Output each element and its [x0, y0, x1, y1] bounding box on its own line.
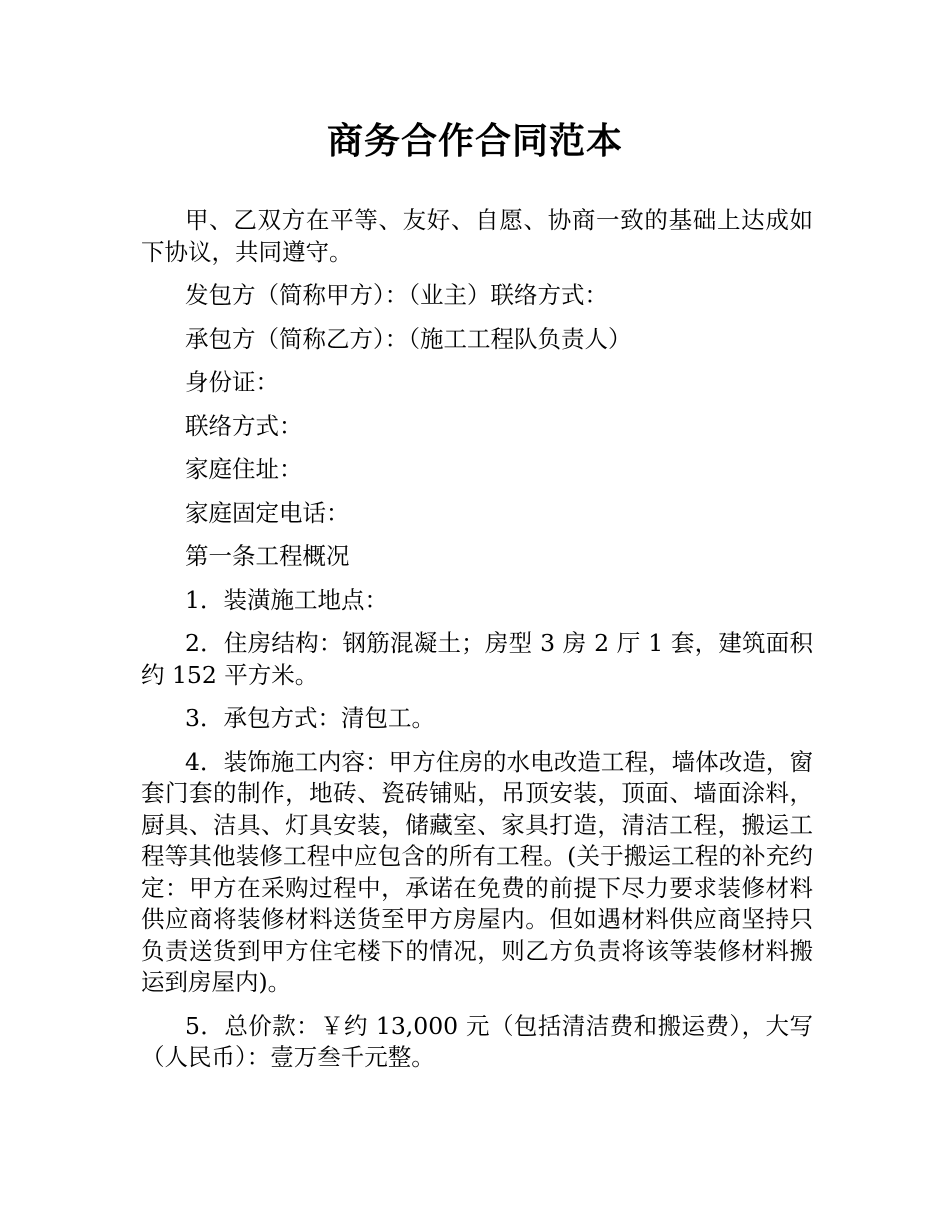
home-address-line: 家庭住址： — [185, 455, 303, 483]
article-one-heading: 第一条工程概况 — [185, 542, 350, 570]
clause-4-scope: 4．装饰施工内容：甲方住房的水电改造工程，墙体改造，窗套门套的制作，地砖、瓷砖铺贴，吊顶安装，顶面、墙面涂料，厨具、洁具、灯具安装，储藏室、家具打造，清洁工程，搬运工程等其他装修工程中应包含的所有工程。(关于搬运工程的补充约定：甲方在采购过程中，承诺在免费的前提下尽力要求装修材料供应商将装修材料送货至甲方房屋内。但如遇材料供应商坚持只负责送货到甲方住宅楼下的情况，则乙方负责将该等装修材料搬运到房屋内)。 — [141, 747, 813, 996]
document-body — [141, 205, 813, 1086]
document-title: 商务合作合同范本 — [326, 121, 623, 162]
preamble-paragraph: 甲、乙双方在平等、友好、自愿、协商一致的基础上达成如下协议，共同遵守。 — [141, 206, 813, 266]
clause-2-structure: 2．住房结构：钢筋混凝土；房型 3 房 2 厅 1 套，建筑面积约 152 平方米。 — [141, 629, 813, 689]
clause-1-location: 1．装潢施工地点： — [185, 585, 388, 614]
party-a-line: 发包方（简称甲方）：（业主）联络方式： — [185, 281, 608, 309]
id-card-line: 身份证： — [185, 368, 279, 396]
clause-3-contract-type: 3．承包方式：清包工。 — [185, 704, 435, 732]
clause-5-price: 5．总价款：￥约 13,000 元（包括清洁费和搬运费），大写（人民币）：壹万叁千元整。 — [141, 1011, 813, 1071]
contact-line: 联络方式： — [185, 411, 303, 440]
party-b-line: 承包方（简称乙方）：（施工工程队负责人） — [185, 324, 632, 353]
home-phone-line: 家庭固定电话： — [185, 498, 350, 527]
